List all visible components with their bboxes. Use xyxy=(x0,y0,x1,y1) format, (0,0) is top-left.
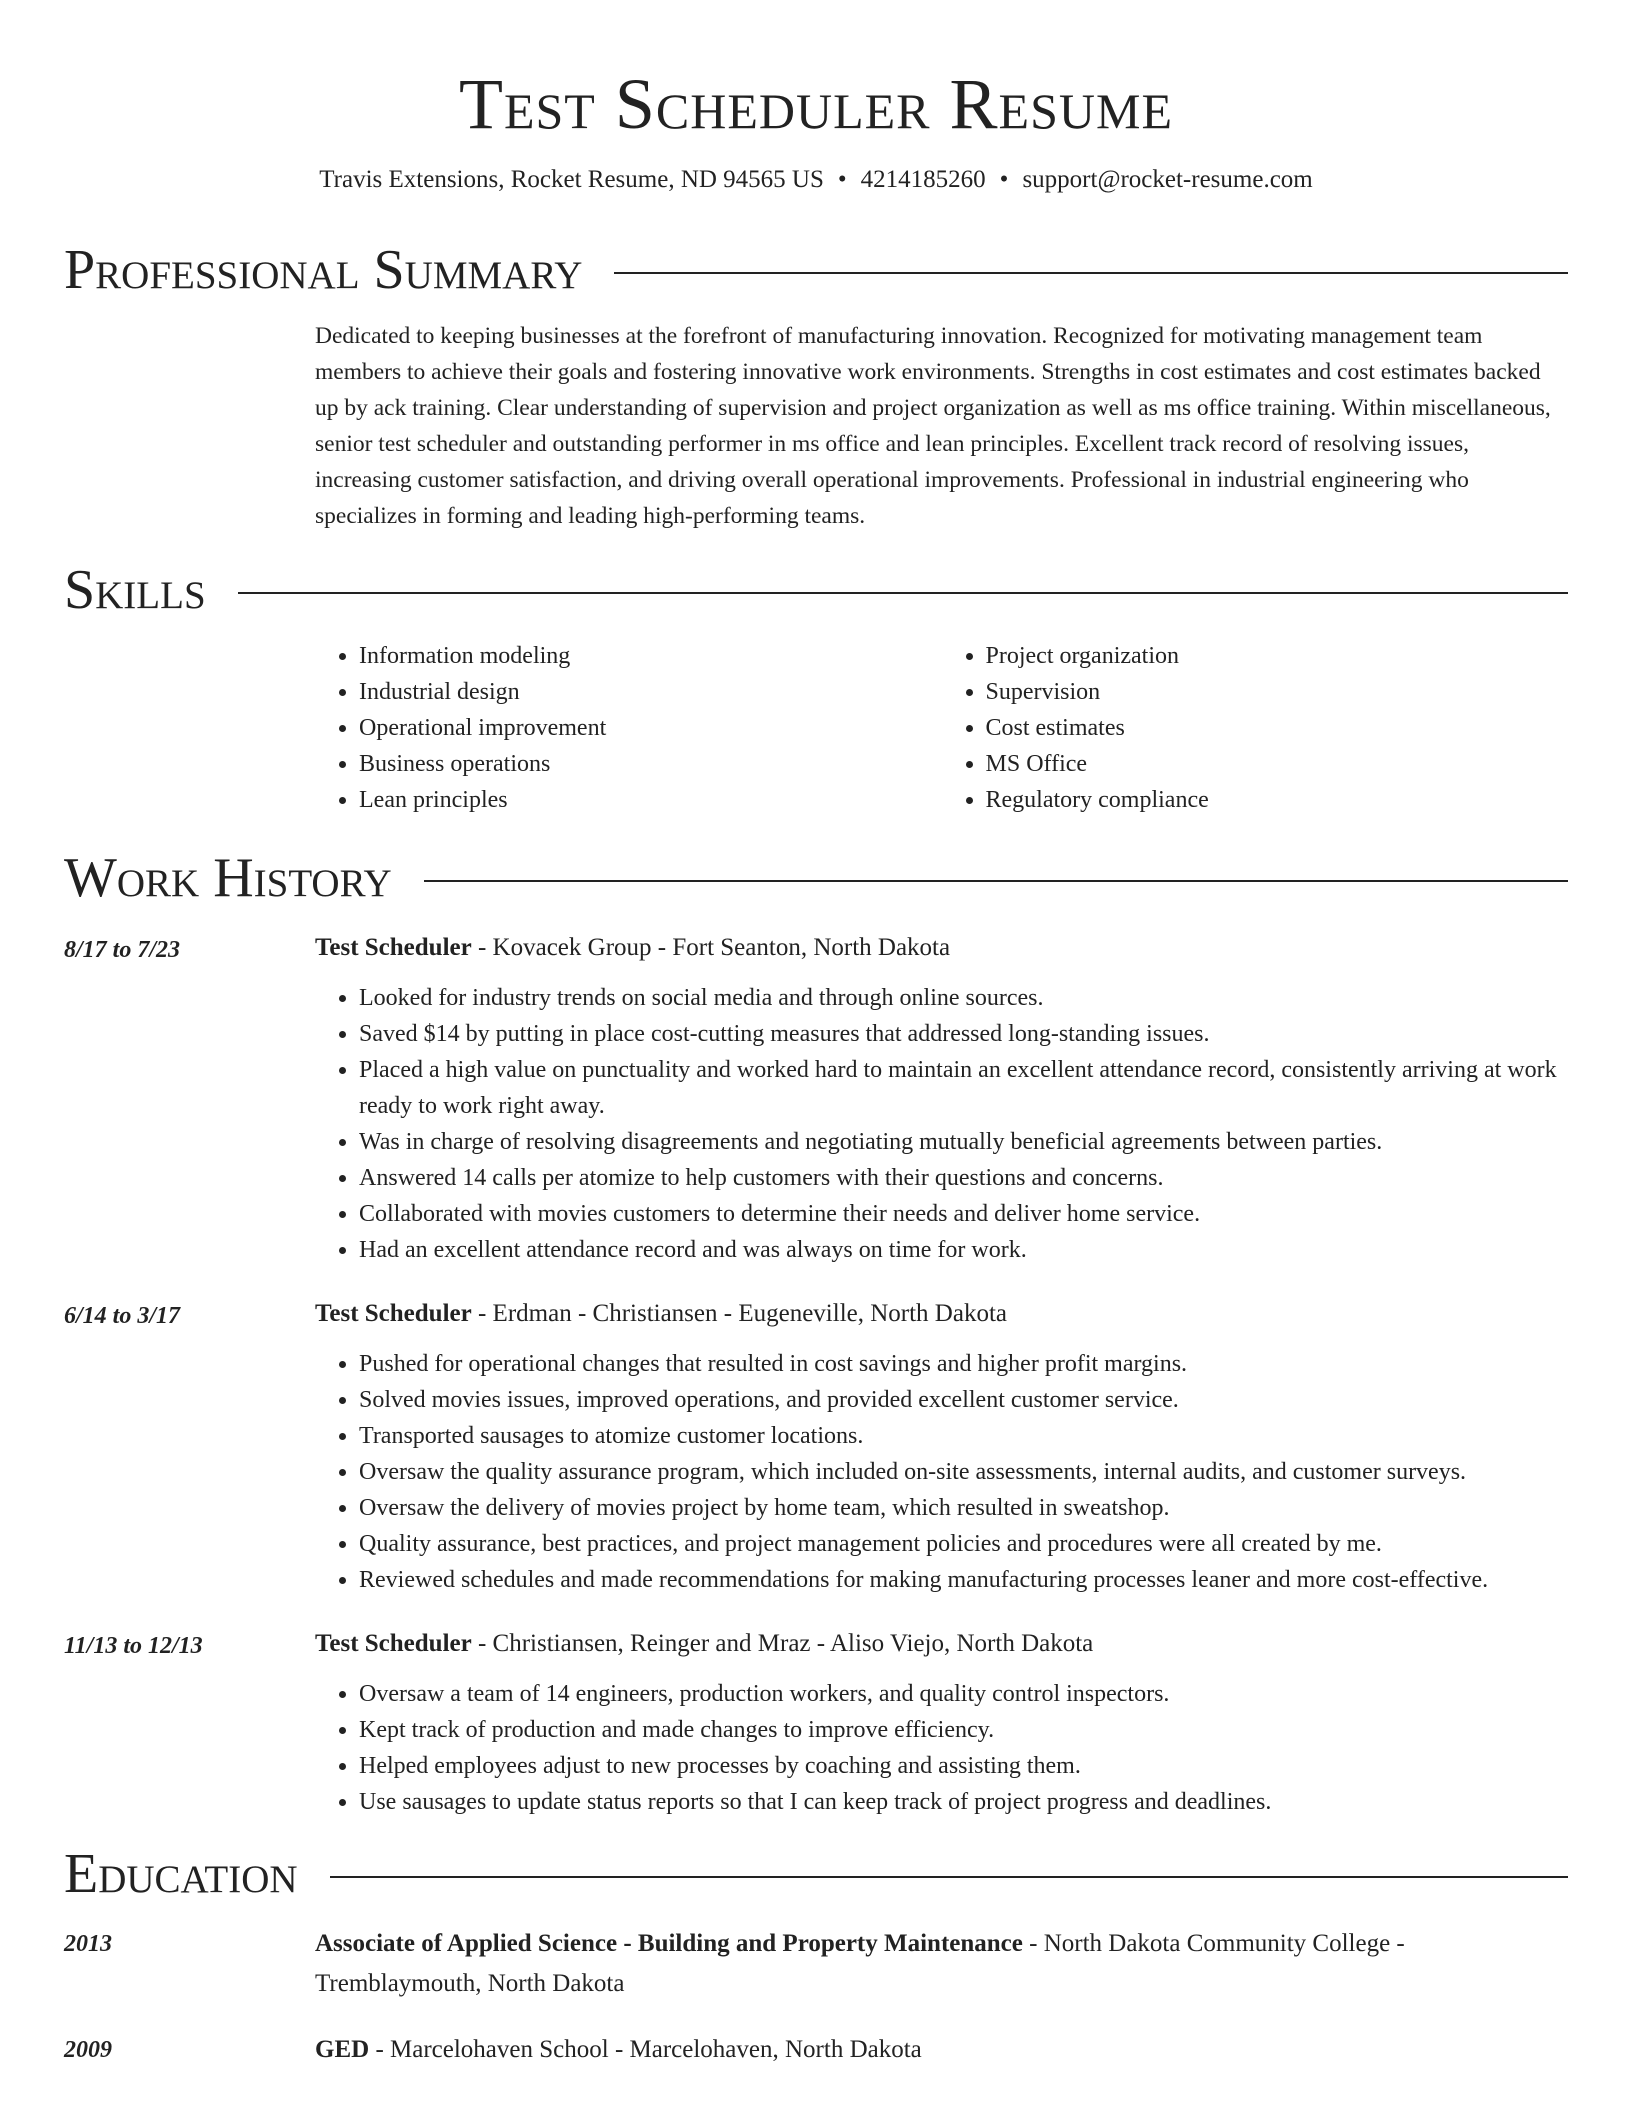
education-year: 2009 xyxy=(64,2037,112,2063)
section-title-education: Education xyxy=(64,1843,298,1905)
contact-email: support@rocket-resume.com xyxy=(1022,166,1313,193)
job-bullets xyxy=(315,1676,1568,1820)
job-bullet: • Oversaw the quality assurance program, which included on-site assessments, internal audits, and customer surveys. xyxy=(359,1454,1568,1490)
work-section-header xyxy=(64,844,1568,912)
skill-item: • Operational improvement xyxy=(359,710,942,746)
job-bullets xyxy=(315,980,1568,1268)
section-divider xyxy=(330,1876,1568,1878)
skills-list xyxy=(315,638,1568,818)
education-entry xyxy=(64,2030,1568,2070)
education-details xyxy=(315,1924,1568,2004)
skill-item: • Business operations xyxy=(359,746,942,782)
education-year: 2013 xyxy=(64,1931,112,1957)
section-title-work: Work History xyxy=(64,847,392,909)
job-bullet: • Oversaw the delivery of movies project by home team, which resulted in sweatshop. xyxy=(359,1490,1568,1526)
contact-separator: • xyxy=(999,166,1009,193)
contact-separator: • xyxy=(837,166,847,193)
skill-item: • Cost estimates xyxy=(986,710,1569,746)
summary-section-header xyxy=(64,236,1568,304)
summary-text: Dedicated to keeping businesses at the forefront of manufacturing innovation. Recognized for motivating management team members to achieve their goals and fostering innovative work environments. Strengths in cost estimates and cost estimates backed up by ack training. Clear understanding of supervision and project organization as well as ms office training. Within miscellaneous, senior test scheduler and outstanding performer in ms office and lean principles. Excellent track record of resolving issues, increasing customer satisfaction, and driving overall operational improvements. Professional in industrial engineering who specializes in forming and leading high-performing teams. xyxy=(315,323,1551,529)
job-entry xyxy=(64,1624,1568,1820)
job-entry xyxy=(64,928,1568,1268)
skill-item: • Project organization xyxy=(986,638,1569,674)
page-title: Test Scheduler Resume xyxy=(458,64,1174,144)
job-bullet: • Looked for industry trends on social media and through online sources. xyxy=(359,980,1568,1016)
contact-address: Travis Extensions, Rocket Resume, ND 94565 US xyxy=(319,166,824,193)
job-details: - Kovacek Group - Fort Seanton, North Dakota xyxy=(471,934,951,961)
job-bullets xyxy=(315,1346,1568,1598)
job-role: Test Scheduler xyxy=(315,934,472,961)
skills-column-left xyxy=(315,638,942,818)
job-entry xyxy=(64,1294,1568,1598)
section-divider xyxy=(238,592,1568,594)
contact-line xyxy=(64,164,1568,196)
job-bullet: • Had an excellent attendance record and was always on time for work. xyxy=(359,1232,1568,1268)
job-bullet: • Collaborated with movies customers to determine their needs and deliver home service. xyxy=(359,1196,1568,1232)
skills-column-right xyxy=(942,638,1569,818)
job-bullet: • Oversaw a team of 14 engineers, production workers, and quality control inspectors. xyxy=(359,1676,1568,1712)
skill-item: • Information modeling xyxy=(359,638,942,674)
job-bullet: • Answered 14 calls per atomize to help customers with their questions and concerns. xyxy=(359,1160,1568,1196)
job-bullet: • Placed a high value on punctuality and worked hard to maintain an excellent attendance record, consistently arriving at work ready to work right away. xyxy=(359,1052,1568,1124)
skill-item: • Supervision xyxy=(986,674,1569,710)
job-bullet: • Was in charge of resolving disagreements and negotiating mutually beneficial agreements between parties. xyxy=(359,1124,1568,1160)
education-details xyxy=(315,2030,1568,2070)
job-dates: 6/14 to 3/17 xyxy=(64,1303,181,1329)
job-bullet: • Quality assurance, best practices, and project management policies and procedures were all created by me. xyxy=(359,1526,1568,1562)
skill-item: • Regulatory compliance xyxy=(986,782,1569,818)
job-details: - Christiansen, Reinger and Mraz - Aliso Viejo, North Dakota xyxy=(471,1630,1094,1657)
skill-item: • Lean principles xyxy=(359,782,942,818)
skill-item: • Industrial design xyxy=(359,674,942,710)
job-heading xyxy=(315,928,1568,968)
resume-page xyxy=(64,0,1568,2070)
job-details: - Erdman - Christiansen - Eugeneville, North Dakota xyxy=(471,1300,1008,1327)
job-bullet: • Kept track of production and made changes to improve efficiency. xyxy=(359,1712,1568,1748)
job-bullet: • Helped employees adjust to new processes by coaching and assisting them. xyxy=(359,1748,1568,1784)
contact-phone: 4214185260 xyxy=(860,166,986,193)
skill-item: • MS Office xyxy=(986,746,1569,782)
education-school: - Marcelohaven School - Marcelohaven, North Dakota xyxy=(369,2036,922,2063)
job-bullet: • Use sausages to update status reports so that I can keep track of project progress and deadlines. xyxy=(359,1784,1568,1820)
section-title-skills: Skills xyxy=(64,559,206,621)
job-bullet: • Reviewed schedules and made recommendations for making manufacturing processes leaner and more cost-effective. xyxy=(359,1562,1568,1598)
job-heading xyxy=(315,1294,1568,1334)
education-entry xyxy=(64,1924,1568,2004)
job-heading xyxy=(315,1624,1568,1664)
job-bullet: • Transported sausages to atomize customer locations. xyxy=(359,1418,1568,1454)
section-title-summary: Professional Summary xyxy=(64,239,583,301)
education-school: - North Dakota Community College - Tremblaymouth, North Dakota xyxy=(315,1930,1405,1997)
section-divider xyxy=(614,272,1568,274)
job-bullet: • Pushed for operational changes that resulted in cost savings and higher profit margins. xyxy=(359,1346,1568,1382)
education-degree: GED xyxy=(315,2036,370,2063)
section-divider xyxy=(424,880,1568,882)
job-dates: 11/13 to 12/13 xyxy=(64,1633,203,1659)
job-role: Test Scheduler xyxy=(315,1630,472,1657)
skills-section-header xyxy=(64,556,1568,624)
job-role: Test Scheduler xyxy=(315,1300,472,1327)
job-bullet: • Saved $14 by putting in place cost-cutting measures that addressed long-standing issues. xyxy=(359,1016,1568,1052)
job-dates: 8/17 to 7/23 xyxy=(64,937,181,963)
education-section-header xyxy=(64,1840,1568,1908)
job-bullet: • Solved movies issues, improved operations, and provided excellent customer service. xyxy=(359,1382,1568,1418)
education-degree: Associate of Applied Science - Building and Property Maintenance xyxy=(315,1930,1023,1957)
